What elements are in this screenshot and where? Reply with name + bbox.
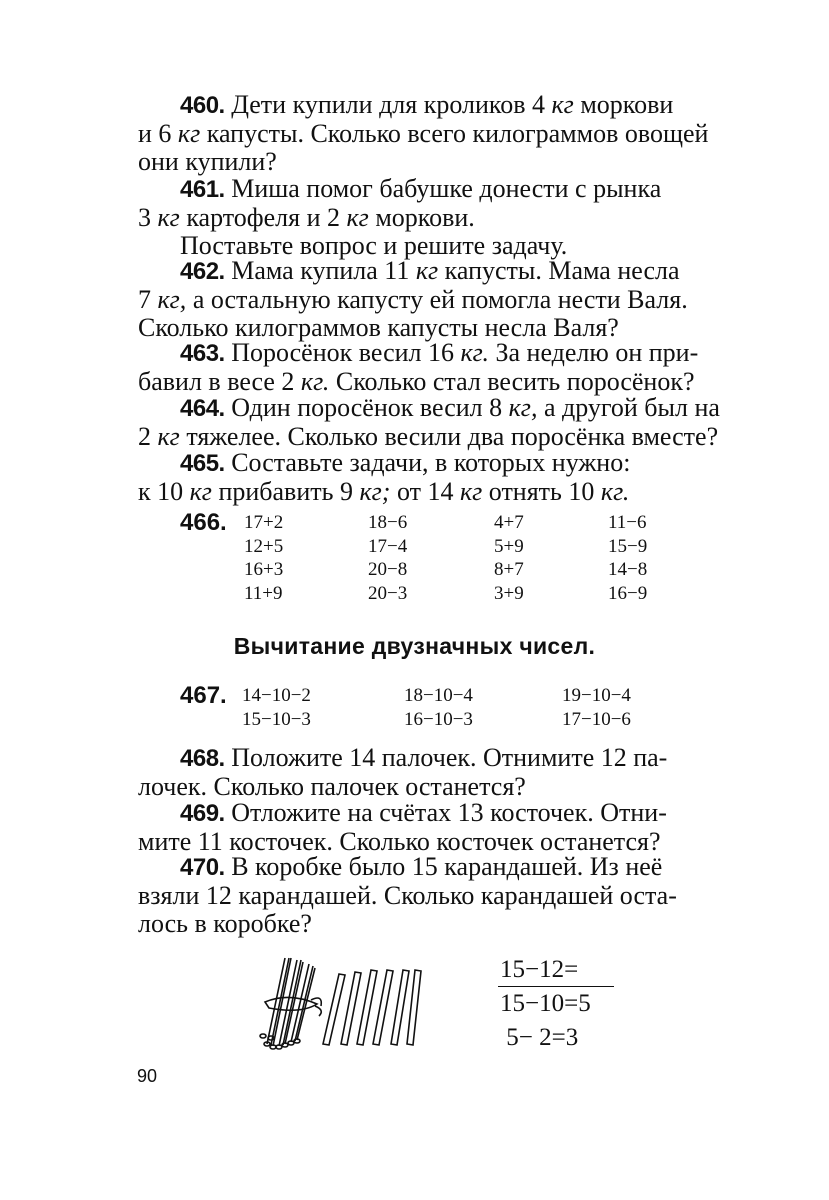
expression: 18−10−4 xyxy=(404,685,473,706)
expression: 17+2 xyxy=(244,512,284,533)
problem-468: 468. Положите 14 палочек. Отнимите 12 па- лочек. Сколько палочек останется? xyxy=(138,743,668,801)
solution-line-2: 15−10=5 xyxy=(500,990,591,1017)
stick-bundle xyxy=(260,958,321,1049)
expression: 8+7 xyxy=(494,559,524,580)
expression: 16−10−3 xyxy=(404,708,473,730)
expression: 11−6 xyxy=(608,512,647,533)
problem-number: 461. xyxy=(180,176,225,203)
expression-column xyxy=(608,511,647,605)
problem-number: 470. xyxy=(180,854,225,881)
expression-column xyxy=(494,511,524,605)
expression: 12+5 xyxy=(244,535,284,557)
problem-470: 470. В коробке было 15 карандашей. Из неё взяли 12 карандашей. Сколько карандашей оста- лось в коробке? xyxy=(138,852,677,938)
exercise-466 xyxy=(180,511,700,607)
problem-461: 461. Миша помог бабушке донести с рынка 3 кг картофеля и 2 кг моркови. Поставьте вопрос и решите задачу. xyxy=(138,174,662,260)
expression: 17−10−6 xyxy=(562,708,631,730)
problem-number: 469. xyxy=(180,800,225,827)
problem-465: 465. Составьте задачи, в которых нужно: к 10 кг прибавить 9 кг; от 14 кг отнять 10 кг. xyxy=(138,448,631,506)
expression: 19−10−4 xyxy=(562,685,631,706)
problem-number: 460. xyxy=(180,92,225,119)
expression: 5+9 xyxy=(494,535,524,557)
exercise-467 xyxy=(180,684,700,732)
expression: 16−9 xyxy=(608,582,648,604)
expression: 16+3 xyxy=(244,559,284,580)
expression: 15−9 xyxy=(608,535,648,557)
solution-divider xyxy=(498,986,614,987)
expression: 14−8 xyxy=(608,559,648,580)
expression: 3+9 xyxy=(494,582,524,604)
expression: 11+9 xyxy=(244,582,283,604)
problem-462: 462. Мама купила 11 кг капусты. Мама несла 7 кг, а остальную капусту ей помогла нести Валя. Сколько килограммов капусты несла Валя? xyxy=(138,256,688,342)
problem-number: 462. xyxy=(180,258,225,285)
solution-line-1: 15−12= xyxy=(500,956,579,983)
expression-column xyxy=(562,684,631,731)
exercise-number: 467. xyxy=(180,682,227,709)
counting-sticks-illustration xyxy=(245,948,425,1058)
loose-sticks xyxy=(323,970,421,1045)
problem-469: 469. Отложите на счётах 13 косточек. Отни- мите 11 косточек. Сколько косточек останется? xyxy=(138,798,667,856)
expression: 20−8 xyxy=(368,559,408,580)
expression: 20−3 xyxy=(368,582,408,604)
problem-460: 460. Дети купили для кроликов 4 кг моркови и 6 кг капусты. Сколько всего килограммов овощей они купили? xyxy=(138,90,709,176)
expression: 15−10−3 xyxy=(242,708,311,730)
page-number: 90 xyxy=(137,1066,158,1086)
expression: 14−10−2 xyxy=(242,685,311,706)
problem-number: 464. xyxy=(180,395,225,422)
problem-number: 468. xyxy=(180,745,225,772)
problem-number: 465. xyxy=(180,450,225,477)
expression: 4+7 xyxy=(494,512,524,533)
expression: 18−6 xyxy=(368,512,408,533)
solution-line-3: 5− 2=3 xyxy=(500,1024,579,1051)
problem-number: 463. xyxy=(180,340,225,367)
expression-column xyxy=(404,684,473,731)
section-heading: Вычитание двузначных чисел. xyxy=(233,633,596,659)
expression-column xyxy=(368,511,407,605)
problem-464: 464. Один поросёнок весил 8 кг, а другой был на 2 кг тяжелее. Сколько весили два поросёнка вместе? xyxy=(138,393,720,451)
expression-column xyxy=(242,684,311,731)
expression: 17−4 xyxy=(368,535,408,557)
problem-463: 463. Поросёнок весил 16 кг. За неделю он при- бавил в весе 2 кг. Сколько стал весить поросёнок? xyxy=(138,338,699,396)
expression-column xyxy=(244,511,283,605)
exercise-number: 466. xyxy=(180,509,227,536)
